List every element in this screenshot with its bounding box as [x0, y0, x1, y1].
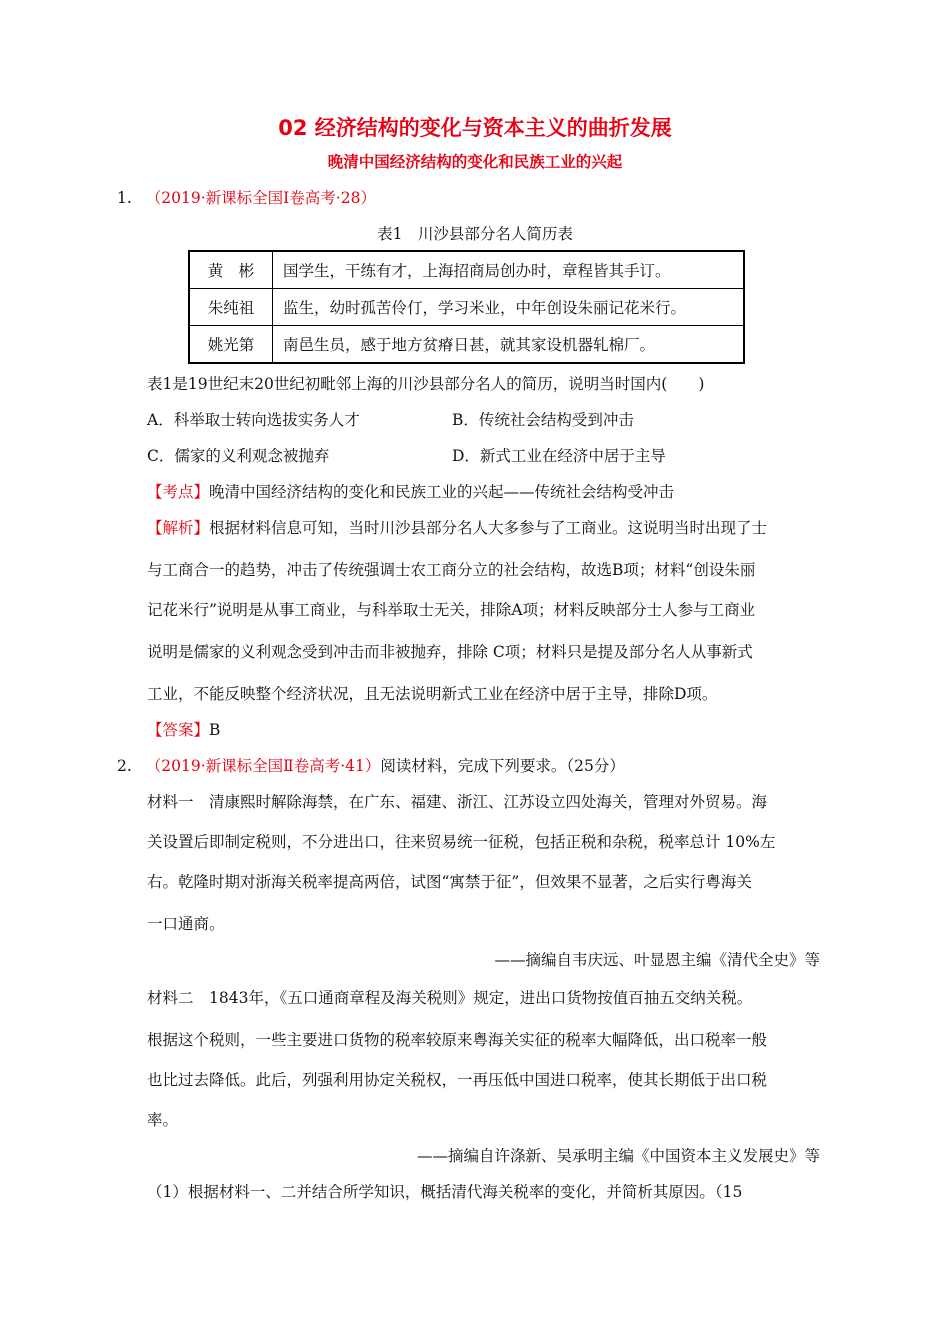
sub-question-1: （1）根据材料一、二并结合所学知识，概括清代海关税率的变化，并简析其原因。（15 [147, 1183, 743, 1201]
kaodian-line [147, 480, 674, 502]
jiexi-line-5: 工业，不能反映整个经济状况，且无法说明新式工业在经济中居于主导，排除D项。 [147, 685, 718, 703]
question-source: （2019·新课标全国Ⅰ卷高考·28） [145, 189, 376, 207]
material-1-line-1: 材料一 清康熙时解除海禁，在广东、福建、浙江、江苏设立四处海关，管理对外贸易。海 [147, 793, 768, 811]
material-1-line-3: 右。乾隆时期对浙海关税率提高两倍，试图“寓禁于征”，但效果不显著，之后实行粤海关 [147, 873, 752, 891]
question-instruction: 阅读材料，完成下列要求。（25分） [380, 757, 625, 775]
question-stem: 表1是19世纪末20世纪初毗邻上海的川沙县部分名人的简历，说明当时国内( ) [147, 375, 705, 393]
option-b: B．传统社会结构受到冲击 [452, 411, 634, 429]
person-bio: 南邑生员，感于地方贫瘠日甚，就其家设机器轧棉厂。 [273, 326, 745, 364]
jiexi-line-1 [147, 516, 767, 538]
answer-label: 【答案】 [147, 721, 210, 739]
material-2-line-3: 也比过去降低。此后，列强利用协定关税权，一再压低中国进口税率，使其长期低于出口税 [147, 1071, 768, 1089]
answer-value: B [209, 721, 221, 739]
kaodian-label: 【考点】 [147, 483, 210, 501]
jiexi-text: 根据材料信息可知，当时川沙县部分名人大多参与了工商业。这说明当时出现了士 [209, 519, 768, 537]
person-name: 朱纯祖 [189, 289, 273, 326]
material-2-line-1: 材料二 1843年，《五口通商章程及海关税则》规定，进出口货物按值百抽五交纳关税。 [147, 989, 753, 1007]
material-1-source: ——摘编自韦庆远、叶显恩主编《清代全史》等 [494, 951, 820, 969]
option-a: A．科举取士转向选拔实务人才 [147, 411, 360, 429]
option-d: D．新式工业在经济中居于主导 [452, 447, 666, 465]
person-bio: 监生，幼时孤苦伶仃，学习米业，中年创设朱丽记花米行。 [273, 289, 745, 326]
question-number: 1. [117, 189, 132, 207]
table-row [189, 326, 744, 364]
material-2-line-2: 根据这个税则，一些主要进口货物的税率较原来粤海关实征的税率大幅降低，出口税率一般 [147, 1031, 768, 1049]
question-number: 2. [117, 757, 132, 775]
table-row [189, 289, 744, 326]
page-title: 02 经济结构的变化与资本主义的曲折发展 [278, 116, 672, 140]
material-1-line-2: 关设置后即制定税则，不分进出口，往来贸易统一征税，包括正税和杂税，税率总计 10%左 [147, 833, 776, 851]
question-source: （2019·新课标全国Ⅱ卷高考·41） [145, 757, 381, 775]
jiexi-line-4: 说明是儒家的义利观念受到冲击而非被抛弃，排除 C项；材料只是提及部分名人从事新式 [147, 643, 753, 661]
person-name: 姚光第 [189, 326, 273, 364]
person-bio: 国学生，干练有才，上海招商局创办时，章程皆其手订。 [273, 251, 745, 289]
table-row [189, 251, 744, 289]
jiexi-line-2: 与工商合一的趋势，冲击了传统强调士农工商分立的社会结构，故选B项；材料“创设朱丽 [147, 561, 756, 579]
section-subtitle: 晚清中国经济结构的变化和民族工业的兴起 [327, 153, 623, 171]
answer-line [147, 718, 220, 740]
table-caption: 表1 川沙县部分名人简历表 [377, 225, 573, 243]
material-2-source: ——摘编自许涤新、吴承明主编《中国资本主义发展史》等 [416, 1147, 820, 1165]
person-name: 黄 彬 [189, 251, 273, 289]
kaodian-text: 晚清中国经济结构的变化和民族工业的兴起——传统社会结构受冲击 [209, 483, 675, 501]
question-1-heading [117, 186, 376, 208]
material-2-line-4: 率。 [147, 1111, 179, 1129]
material-1-line-4: 一口通商。 [147, 915, 225, 933]
jiexi-label: 【解析】 [147, 519, 210, 537]
question-2-heading [117, 754, 625, 776]
biography-table [188, 250, 745, 364]
option-c: C．儒家的义利观念被抛弃 [147, 447, 330, 465]
jiexi-line-3: 记花米行”说明是从事工商业，与科举取士无关，排除A项；材料反映部分士人参与工商业 [147, 601, 756, 619]
